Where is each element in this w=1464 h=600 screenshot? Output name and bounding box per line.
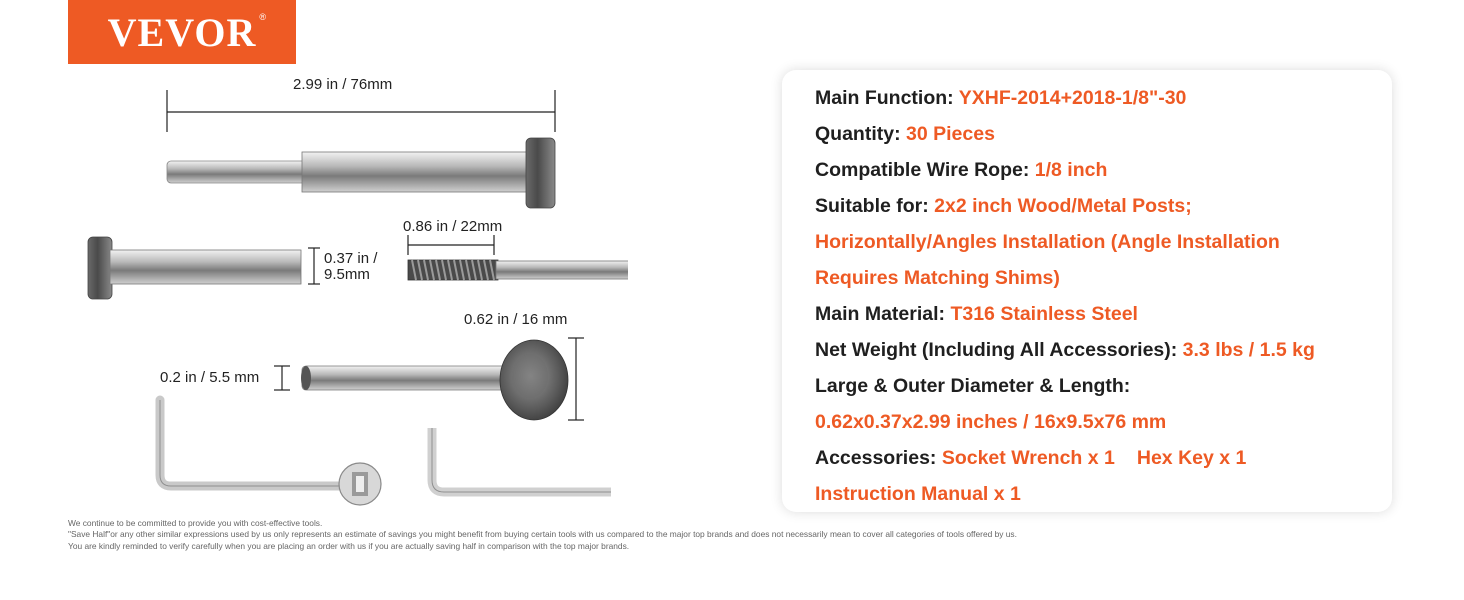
spec-main-material (815, 296, 1392, 332)
logo-text: VEVOR (107, 9, 257, 55)
spec-compatible-wire-rope (815, 152, 1392, 188)
spec-dimensions-value (815, 404, 1392, 440)
thread-length-label: 0.86 in / 22mm (403, 218, 503, 235)
specifications-card (782, 70, 1392, 512)
spec-value: Instruction Manual x 1 (815, 483, 1021, 505)
spec-label: Suitable for: (815, 195, 935, 217)
inner-diameter-label-line1: 0.37 in / (324, 250, 378, 267)
length-dimension-line (167, 90, 555, 132)
thread-dimension-line (408, 235, 494, 255)
disclaimer-line: You are kindly reminded to verify carefully when you are placing an order with us if you are actually saving half in comparison with the top major brands. (68, 540, 630, 551)
spec-main-function (815, 80, 1392, 116)
spec-value: 3.3 lbs / 1.5 kg (1182, 339, 1315, 361)
fitting-illustration (68, 70, 628, 510)
spec-accessories-continued (815, 476, 1392, 512)
spec-value: Requires Matching Shims) (815, 267, 1060, 289)
spec-suitable-for (815, 188, 1392, 224)
spec-label: Compatible Wire Rope: (815, 159, 1035, 181)
spec-value: 2x2 inch Wood/Metal Posts; (934, 195, 1192, 217)
spec-value-secondary: Hex Key x 1 (1136, 447, 1247, 469)
inner-diameter-label-line2: 9.5mm (324, 266, 370, 283)
spec-label: Accessories: (815, 447, 942, 469)
inner-diameter-dimension-line (308, 248, 320, 284)
outer-diameter-dimension-line (568, 338, 584, 420)
vevor-logo (68, 0, 296, 64)
bottom-fitting (301, 340, 568, 420)
spec-value: 0.62x0.37x2.99 inches / 16x9.5x76 mm (815, 411, 1167, 433)
middle-left-fitting (88, 237, 301, 299)
spec-label: Main Function: (815, 87, 959, 109)
outer-diameter-label: 0.62 in / 16 mm (464, 311, 568, 328)
disclaimer-line: "Save Half"or any other similar expressions used by us only represents an estimate of savings you might benefit from buying certain tools with us compared to the major top brands and does not necessarily mean to cover all categories of tools offered by us. (68, 529, 1017, 540)
hole-diameter-label: 0.2 in / 5.5 mm (160, 369, 260, 386)
spec-label: Main Material: (815, 303, 951, 325)
spec-dimensions-label (815, 368, 1392, 404)
spec-value: YXHF-2014+2018-1/8"-30 (958, 87, 1187, 109)
spec-suitable-for-continued-2 (815, 260, 1392, 296)
spec-label: Large & Outer Diameter & Length: (815, 375, 1131, 397)
threaded-stud (408, 260, 628, 280)
socket-wrench (160, 400, 381, 505)
product-diagram (68, 70, 628, 510)
spec-value: 30 Pieces (906, 123, 995, 145)
spec-suitable-for-continued (815, 224, 1392, 260)
hole-dimension-line (274, 366, 290, 390)
spec-accessories (815, 440, 1392, 476)
spec-value: 1/8 inch (1034, 159, 1108, 181)
spec-quantity (815, 116, 1392, 152)
spec-value: Socket Wrench x 1 (941, 447, 1115, 469)
registered-mark: ® (259, 12, 266, 22)
spec-net-weight (815, 332, 1392, 368)
spec-label: Net Weight (Including All Accessories): (815, 339, 1183, 361)
spec-value: Horizontally/Angles Installation (Angle Installation (815, 231, 1280, 253)
spec-label: Quantity: (815, 123, 906, 145)
spec-value: T316 Stainless Steel (950, 303, 1138, 325)
top-fitting (167, 138, 555, 208)
length-label: 2.99 in / 76mm (293, 76, 393, 93)
hex-key (432, 428, 611, 492)
disclaimer (68, 518, 1168, 552)
disclaimer-line: We continue to be committed to provide you with cost-effective tools. (68, 518, 323, 528)
